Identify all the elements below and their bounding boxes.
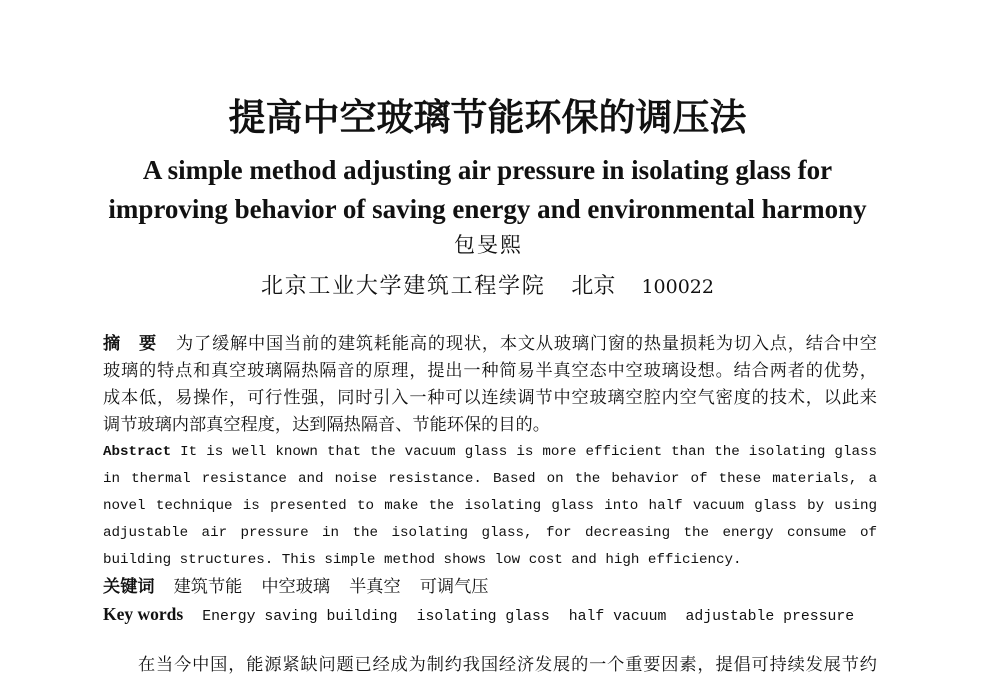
abstract-en-line (103, 439, 877, 466)
keywords-en (103, 601, 877, 628)
keyword-item: 半真空 (349, 577, 401, 597)
keyword-item: 可调气压 (419, 577, 489, 597)
abstract-en-label: Abstract (103, 444, 172, 460)
abstract-cn-line: 玻璃的特点和真空玻璃隔热隔音的原理，提出一种简易半真空态中空玻璃设想。结合两者的优势， (103, 361, 877, 381)
abstract-section (103, 331, 877, 628)
abstract-cn-line: 调节玻璃内部真空程度，达到隔热隔音、节能环保的目的。 (103, 415, 550, 435)
affiliation (0, 272, 975, 302)
keywords-en-label: Key words (103, 604, 184, 624)
abstract-cn-line (103, 331, 877, 358)
affiliation-city: 北京 (571, 274, 616, 299)
keyword-item: adjustable pressure (685, 609, 855, 625)
keywords-cn-label: 关键词 (103, 577, 155, 597)
affiliation-institution: 北京工业大学建筑工程学院 (261, 274, 546, 299)
paper-title-en-line: A simple method adjusting air pressure in isolating glass for (142, 155, 833, 185)
abstract-en-line: in thermal resistance and noise resistance. Based on the behavior of these materials, a (103, 471, 877, 487)
abstract-en-line: novel technique is presented to make the isolating glass into half vacuum glass by using (103, 498, 877, 514)
paper-title-cn: 提高中空玻璃节能环保的调压法 (228, 96, 747, 139)
abstract-cn-text: 为了缓解中国当前的建筑耗能高的现状，本文从玻璃门窗的热量损耗为切入点，结合中空 (175, 334, 877, 354)
abstract-cn-line: 成本低，易操作，可行性强，同时引入一种可以连续调节中空玻璃空腔内空气密度的技术，以此来 (103, 388, 877, 408)
author-name: 包旻熙 (454, 233, 523, 257)
abstract-en-line: building structures. This simple method shows low cost and high efficiency. (103, 552, 742, 568)
keyword-item: half vacuum (568, 609, 667, 625)
keyword-item: 建筑节能 (173, 577, 243, 597)
paper-title-en-line: improving behavior of saving energy and environmental harmony (108, 194, 867, 224)
body-paragraph: 在当今中国，能源紧缺问题已经成为制约我国经济发展的一个重要因素，提倡可持续发展节约 (138, 655, 877, 675)
keyword-item: isolating glass (416, 609, 550, 625)
keywords-cn (103, 574, 877, 601)
abstract-cn-label: 摘 要 (103, 334, 157, 354)
abstract-en-line: adjustable air pressure in the isolating glass, for decreasing the energy consume of (103, 525, 877, 541)
keyword-item: 中空玻璃 (261, 577, 331, 597)
affiliation-postcode: 100022 (641, 276, 714, 298)
keyword-item: Energy saving building (202, 609, 398, 625)
abstract-en-text: It is well known that the vacuum glass is more efficient than the isolating glass (180, 444, 877, 460)
